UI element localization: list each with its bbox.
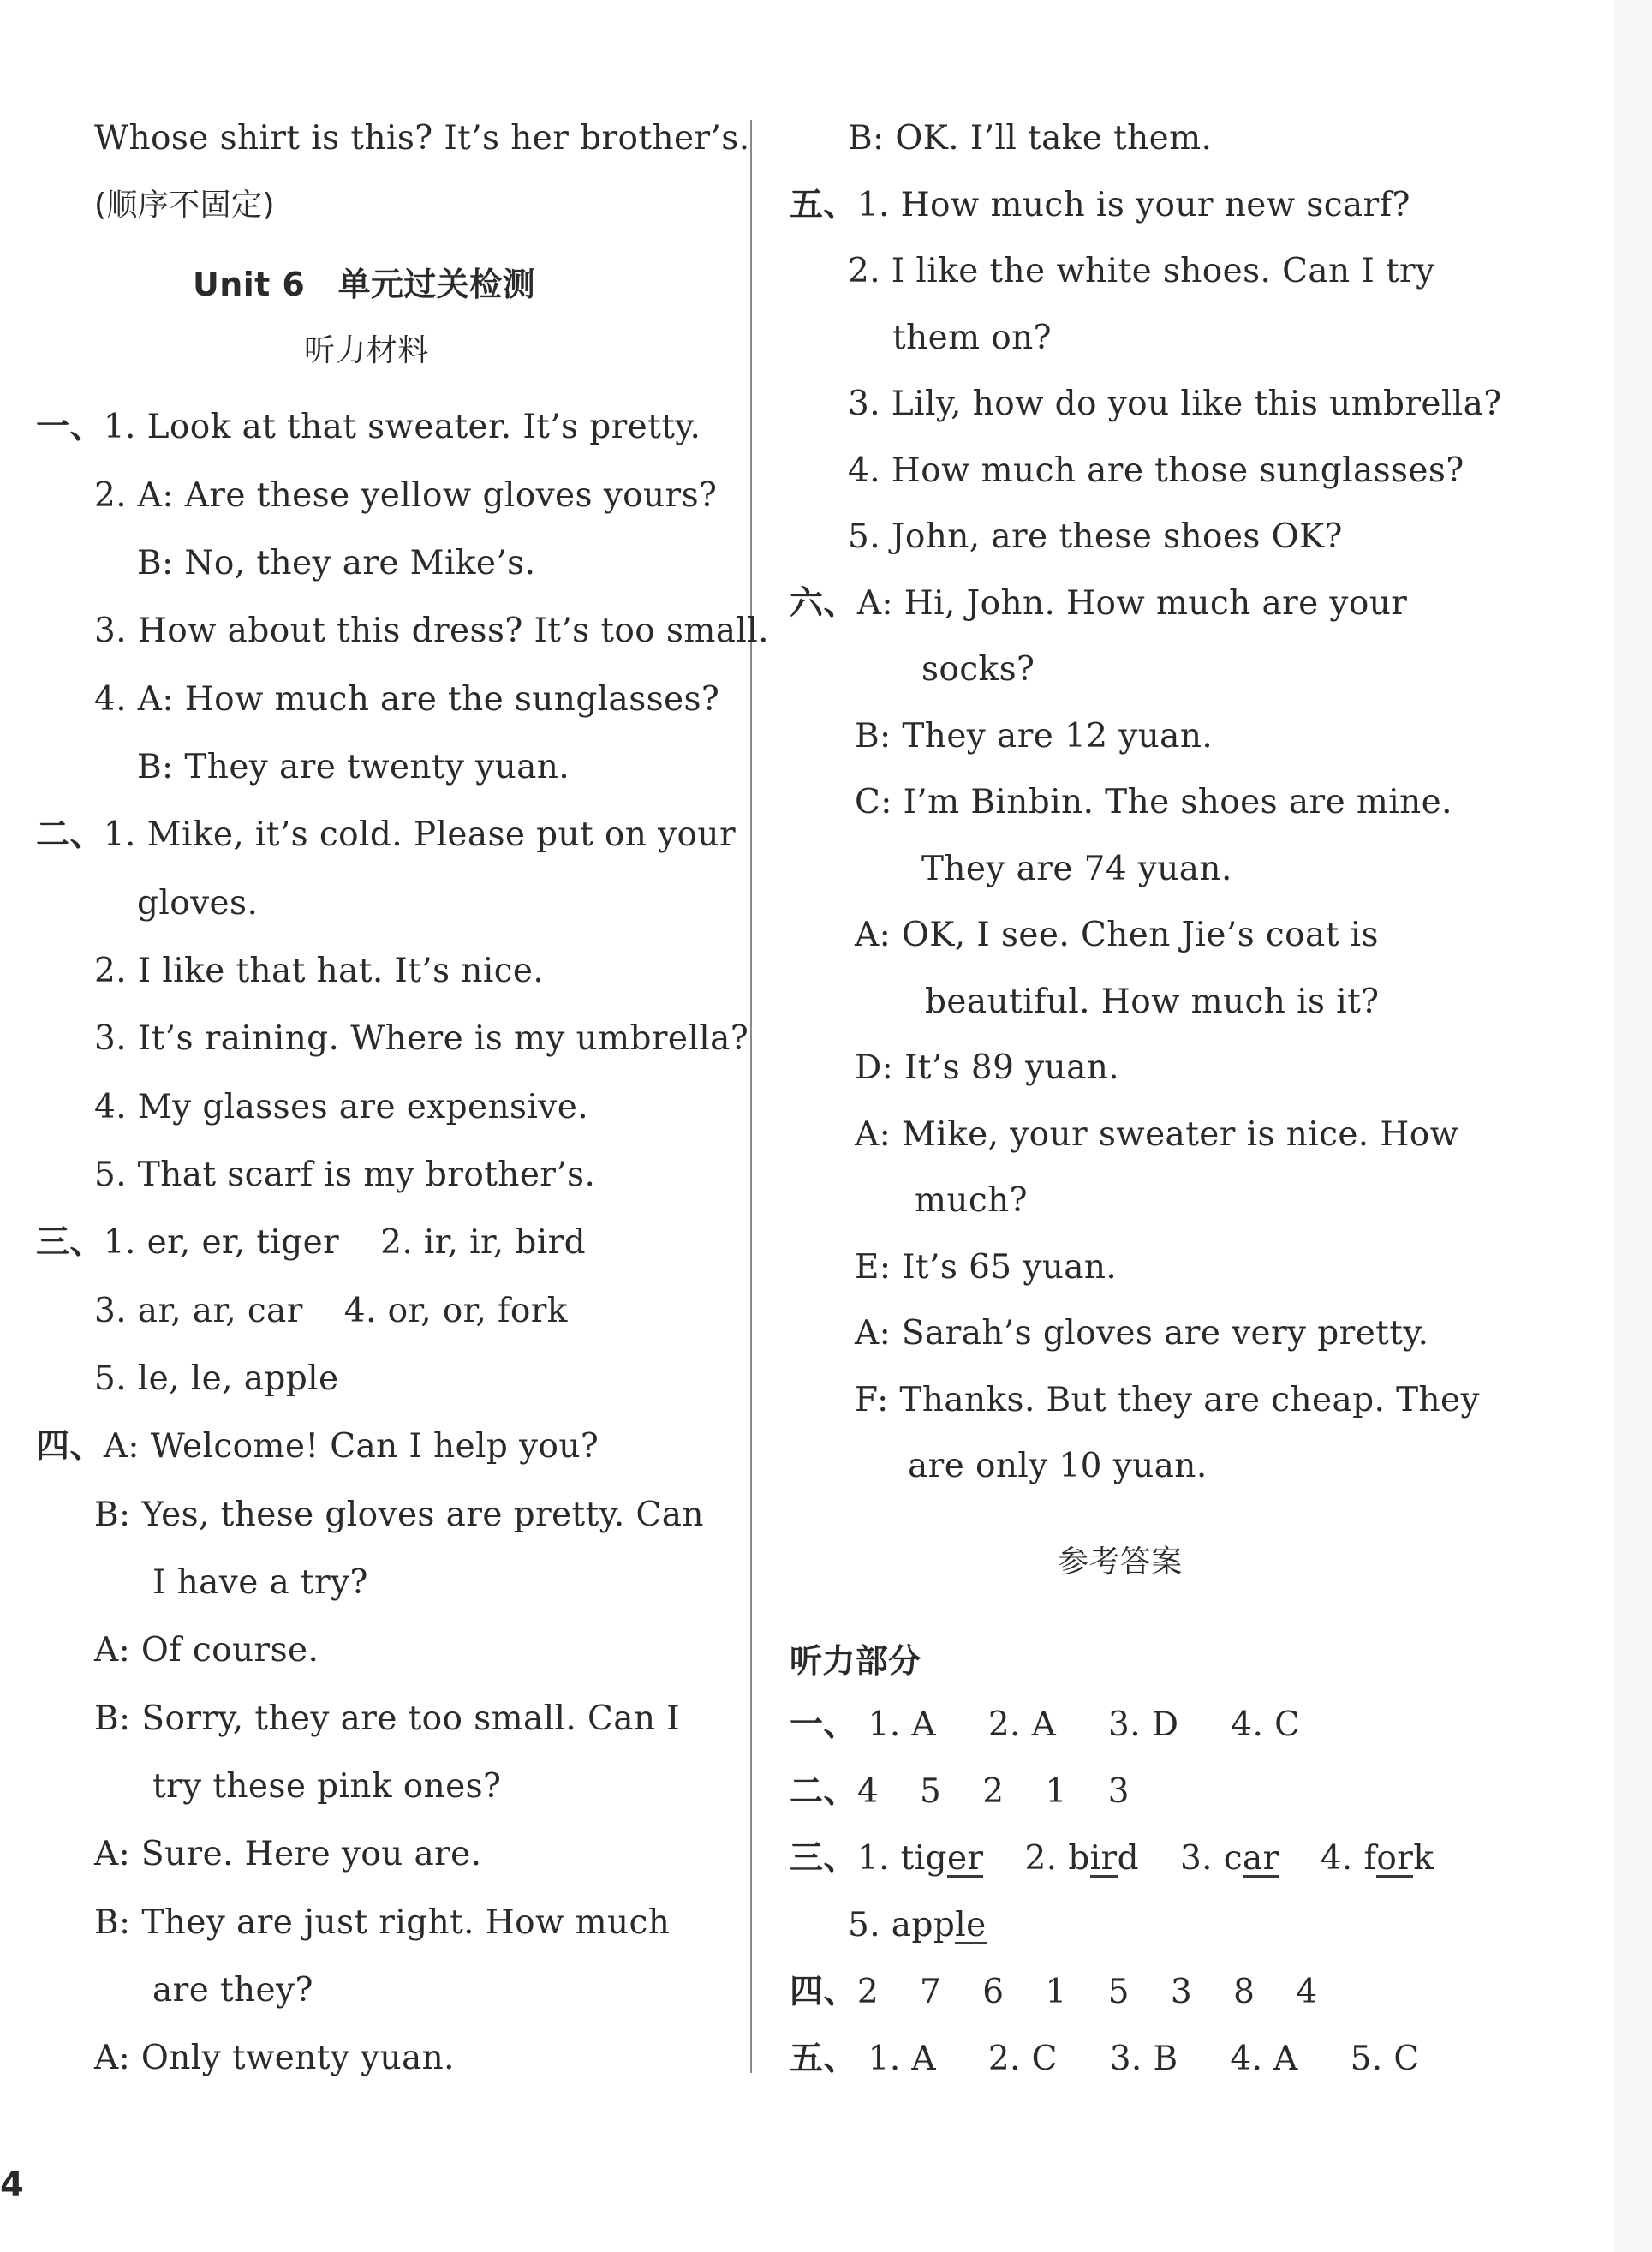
text: 1. er, er, tiger bbox=[103, 1223, 340, 1262]
answer-item: 3. c bbox=[1179, 1839, 1243, 1878]
question-3-line bbox=[36, 1222, 586, 1263]
text-line: much? bbox=[915, 1181, 1028, 1220]
answer-item: 2. A bbox=[987, 1705, 1057, 1744]
text: 4. or, or, fork bbox=[343, 1292, 568, 1330]
text-line: A: Sarah’s gloves are very pretty. bbox=[855, 1314, 1429, 1353]
text-line: D: It’s 89 yuan. bbox=[855, 1048, 1120, 1087]
section-marker: 一、 bbox=[790, 1705, 857, 1744]
underlined-letters: or bbox=[1376, 1839, 1414, 1878]
answer-item: 2. C bbox=[987, 2040, 1058, 2078]
answer-item: 1. tig bbox=[856, 1839, 947, 1878]
answer-item: 2 bbox=[982, 1772, 1005, 1811]
text-line: beautiful. How much is it? bbox=[925, 983, 1380, 1021]
question-5-line bbox=[790, 185, 1410, 226]
text-line: B: Sorry, they are too small. Can I bbox=[94, 1699, 681, 1738]
page-number: 4 bbox=[0, 2165, 24, 2205]
listening-section-title: 听力部分 bbox=[790, 1642, 921, 1680]
text: A: Welcome! Can I help you? bbox=[103, 1427, 599, 1466]
answer-item: d bbox=[1117, 1839, 1139, 1878]
text-line: try these pink ones? bbox=[152, 1767, 502, 1806]
answer-item: 5. C bbox=[1350, 2040, 1420, 2078]
text-line: 3. How about this dress? It’s too small. bbox=[94, 612, 769, 650]
answer-item: 7 bbox=[920, 1973, 942, 2011]
answer-item: 5 bbox=[920, 1772, 942, 1811]
section-marker: 五、 bbox=[790, 2040, 857, 2078]
text: 1. Mike, it’s cold. Please put on your bbox=[103, 815, 736, 854]
underlined-letters: ir bbox=[1089, 1839, 1118, 1878]
answer-row-1 bbox=[790, 1705, 1300, 1746]
section-marker: 二、 bbox=[790, 1772, 857, 1811]
text-line: 2. A: Are these yellow gloves yours? bbox=[94, 476, 718, 515]
answer-item: 1. A bbox=[868, 2040, 936, 2078]
answer-item: 3 bbox=[1170, 1973, 1193, 2011]
question-2-line bbox=[36, 815, 736, 856]
text: 1. Look at that sweater. It’s pretty. bbox=[103, 408, 701, 446]
answer-item: 2 bbox=[856, 1973, 880, 2011]
answer-item: 4 bbox=[856, 1772, 880, 1811]
question-1-line bbox=[36, 407, 701, 448]
answer-item: 4. A bbox=[1230, 2040, 1298, 2078]
text-line: B: Yes, these gloves are pretty. Can bbox=[94, 1496, 704, 1534]
text-line: A: Only twenty yuan. bbox=[94, 2039, 455, 2077]
answer-item: 6 bbox=[982, 1973, 1005, 2011]
section-marker: 二、 bbox=[36, 815, 104, 854]
text: 2. ir, ir, bird bbox=[380, 1223, 587, 1262]
text-line: F: Thanks. But they are cheap. They bbox=[855, 1381, 1480, 1419]
text-line: 4. A: How much are the sunglasses? bbox=[94, 680, 720, 719]
text-line: 3. Lily, how do you like this umbrella? bbox=[848, 385, 1502, 423]
answer-row-3 bbox=[790, 1838, 1434, 1879]
text-line: 5. John, are these shoes OK? bbox=[848, 517, 1343, 556]
unit-title: Unit 6 单元过关检测 bbox=[193, 266, 535, 303]
text-line: B: They are twenty yuan. bbox=[137, 748, 570, 786]
underlined-letters: ar bbox=[1243, 1839, 1279, 1878]
answer-row-3b bbox=[848, 1905, 987, 1946]
answer-item: 3. D bbox=[1108, 1705, 1179, 1744]
text-line: 4. How much are those sunglasses? bbox=[848, 451, 1464, 490]
text-line: them on? bbox=[892, 319, 1052, 357]
text-line: A: OK, I see. Chen Jie’s coat is bbox=[855, 916, 1379, 954]
text-line: 2. I like the white shoes. Can I try bbox=[848, 252, 1435, 290]
text-line: E: It’s 65 yuan. bbox=[855, 1248, 1118, 1287]
text-line: 5. That scarf is my brother’s. bbox=[94, 1156, 596, 1194]
answer-item: 1 bbox=[1045, 1772, 1067, 1811]
text-line: C: I’m Binbin. The shoes are mine. bbox=[855, 783, 1452, 821]
column-divider bbox=[750, 120, 752, 2073]
answer-item: 5. app bbox=[848, 1906, 956, 1944]
text-line: socks? bbox=[921, 650, 1035, 689]
section-marker: 六、 bbox=[790, 584, 857, 623]
answer-row-2 bbox=[790, 1771, 1130, 1813]
answer-item: 5 bbox=[1107, 1973, 1130, 2011]
answer-item: 8 bbox=[1233, 1973, 1255, 2011]
underlined-letters: er bbox=[946, 1839, 984, 1878]
answer-item: 1. A bbox=[868, 1705, 936, 1744]
text: 1. How much is your new scarf? bbox=[856, 186, 1410, 224]
section-marker: 一、 bbox=[36, 408, 104, 446]
text: A: Hi, John. How much are your bbox=[856, 584, 1408, 623]
underlined-letters: le bbox=[955, 1906, 987, 1944]
answers-title: 参考答案 bbox=[1058, 1544, 1183, 1580]
question-6-line bbox=[790, 583, 1407, 624]
text-line: 4. My glasses are expensive. bbox=[94, 1088, 588, 1126]
text-line: Whose shirt is this? It’s her brother’s. bbox=[94, 119, 750, 158]
section-marker: 三、 bbox=[36, 1223, 104, 1262]
text-line: gloves. bbox=[137, 884, 259, 923]
answer-row-4 bbox=[790, 1972, 1318, 2013]
text-line: B: They are just right. How much bbox=[94, 1903, 671, 1942]
text-line: are they? bbox=[152, 1971, 313, 2010]
text-line: are only 10 yuan. bbox=[908, 1447, 1208, 1485]
text-line: They are 74 yuan. bbox=[921, 850, 1232, 888]
answer-item: 3 bbox=[1107, 1772, 1130, 1811]
answer-item: 1 bbox=[1045, 1973, 1067, 2011]
section-marker: 四、 bbox=[36, 1427, 104, 1466]
answer-item: 2. b bbox=[1024, 1839, 1090, 1878]
text-line bbox=[94, 1291, 568, 1332]
answer-item: k bbox=[1413, 1839, 1434, 1878]
answer-item: 3. B bbox=[1109, 2040, 1178, 2078]
text-line: B: No, they are Mike’s. bbox=[137, 544, 536, 582]
text: 3. ar, ar, car bbox=[94, 1292, 303, 1330]
section-marker: 五、 bbox=[790, 186, 857, 224]
text-line: 3. It’s raining. Where is my umbrella? bbox=[94, 1019, 749, 1058]
text-line: A: Sure. Here you are. bbox=[94, 1835, 482, 1873]
answer-row-5 bbox=[790, 2039, 1420, 2080]
section-subtitle: 听力材料 bbox=[304, 333, 429, 368]
question-4-line bbox=[36, 1426, 599, 1467]
text-line: A: Mike, your sweater is nice. How bbox=[855, 1115, 1459, 1154]
text-line: A: Of course. bbox=[94, 1631, 319, 1670]
text-line: 5. le, le, apple bbox=[94, 1359, 339, 1398]
section-marker: 四、 bbox=[790, 1973, 857, 2011]
text-line: B: OK. I’ll take them. bbox=[848, 119, 1213, 158]
answer-item: 4. C bbox=[1231, 1705, 1301, 1744]
section-marker: 三、 bbox=[790, 1839, 857, 1878]
text-line: 2. I like that hat. It’s nice. bbox=[94, 952, 545, 990]
answer-item: 4 bbox=[1296, 1973, 1318, 2011]
text-line: I have a try? bbox=[152, 1563, 368, 1602]
text-line: (顺序不固定) bbox=[94, 188, 275, 223]
text-line: B: They are 12 yuan. bbox=[855, 717, 1214, 756]
answer-item: 4. f bbox=[1320, 1839, 1377, 1878]
